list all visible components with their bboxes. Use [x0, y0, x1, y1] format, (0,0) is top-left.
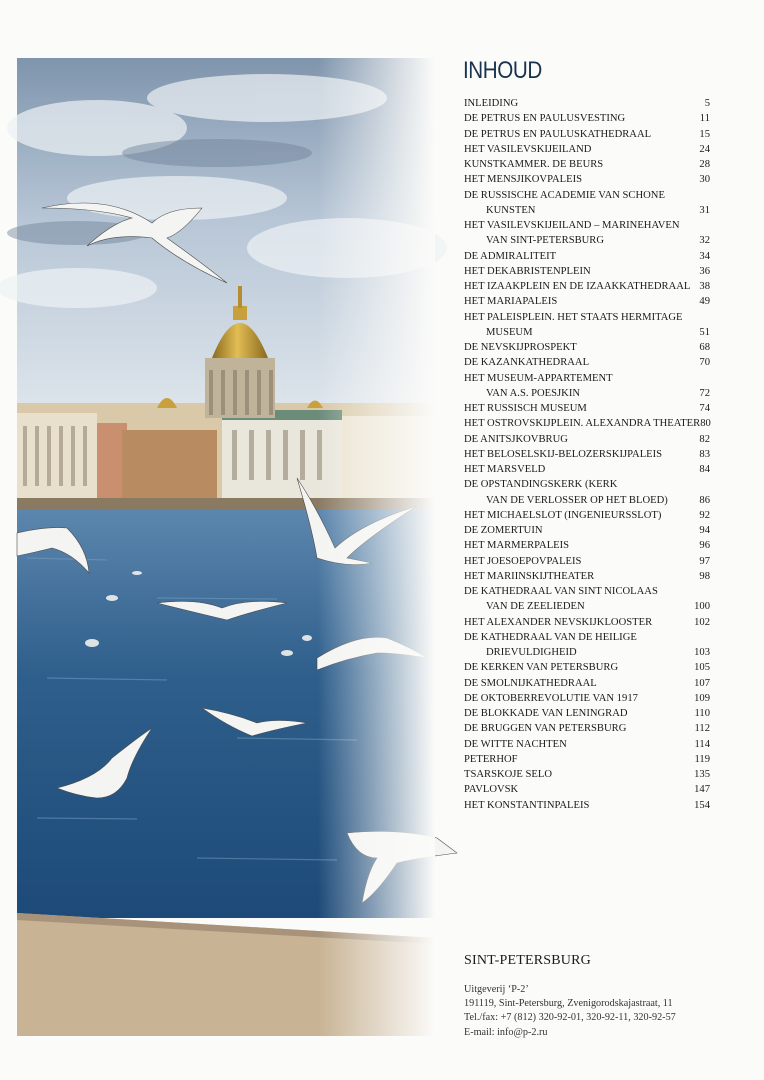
- toc-entry: [464, 584, 710, 615]
- toc-entry-line: DE ZOMERTUIN: [464, 525, 543, 536]
- toc-entry-line: DE KERKEN VAN PETERSBURG: [464, 662, 619, 674]
- publisher-phone: Tel./fax: +7 (812) 320-92-01, 320-92-11, 320-92-57: [464, 1012, 676, 1024]
- toc-page-number: 49: [699, 296, 710, 308]
- toc-page-number: 36: [699, 265, 710, 277]
- toc-entry-title: [464, 462, 676, 477]
- toc-entry-line: DE ANITSJKOVBRUG: [464, 433, 568, 445]
- toc-entry-line: DE PETRUS EN PAULUSKATHEDRAAL: [464, 128, 652, 140]
- toc-entry-title: [464, 432, 676, 447]
- toc-page-number: 80: [700, 418, 711, 430]
- toc-entry-line: HET RUSSISCH MUSEUM: [464, 403, 587, 414]
- toc-entry: [464, 721, 710, 736]
- toc-page-number: 84: [699, 464, 710, 475]
- toc-page-number: 105: [694, 662, 710, 674]
- toc-entry: [464, 294, 710, 309]
- toc-entry-line: HET OSTROVSKIJPLEIN. ALEXANDRA THEATER: [464, 418, 701, 430]
- toc-entry-line: HET PALEISPLEIN. HET STAATS HERMITAGE: [464, 311, 683, 323]
- toc-entry: [464, 676, 710, 691]
- toc-entry-line: HET ALEXANDER NEVSKIJKLOOSTER: [464, 616, 653, 628]
- toc-entry: [464, 96, 710, 111]
- toc-entry-line: DE KAZANKATHEDRAAL: [464, 357, 590, 369]
- toc-entry-line: DE RUSSISCHE ACADEMIE VAN SCHONE: [464, 189, 665, 201]
- toc-entry-title: [464, 660, 676, 675]
- toc-page-number: 114: [694, 738, 710, 750]
- toc-entry-title: [464, 767, 676, 782]
- publisher-city-title: SINT-PETERSBURG: [464, 953, 591, 968]
- toc-entry: [464, 554, 710, 569]
- toc-entry-line: DE KATHEDRAAL VAN DE HEILIGE: [464, 631, 637, 643]
- toc-entry: [464, 172, 710, 187]
- toc-entry: [464, 432, 710, 447]
- toc-entry-title: [464, 218, 680, 249]
- toc-entry-line: DE OPSTANDINGSKERK (KERK: [464, 479, 618, 491]
- toc-entry-title: [464, 340, 676, 355]
- toc-entry: [464, 538, 710, 553]
- toc-entry-line: DE KATHEDRAAL VAN SINT NICOLAAS: [464, 586, 658, 597]
- toc-entry-line: HET MARIAPALEIS: [464, 296, 558, 308]
- toc-page-number: 109: [694, 692, 710, 704]
- toc-entry-title: [464, 279, 690, 294]
- publisher-info: [464, 983, 754, 1040]
- toc-entry-title: [464, 96, 676, 111]
- toc-entry-title: [464, 127, 676, 142]
- toc-page-number: 102: [694, 616, 710, 628]
- toc-entry-title: [464, 401, 676, 416]
- toc-entry: [464, 462, 710, 477]
- toc-page-number: 110: [694, 708, 710, 719]
- toc-entry-title: [464, 416, 700, 431]
- toc-entry: [464, 142, 710, 157]
- toc-entry: [464, 371, 710, 402]
- toc-entry-line: VAN DE ZEELIEDEN: [486, 601, 585, 613]
- toc-entry-line: DE ADMIRALITEIT: [464, 250, 557, 262]
- toc-entry: [464, 355, 710, 370]
- toc-entry: [464, 630, 710, 661]
- toc-entry-title: [464, 676, 676, 691]
- toc-entry-line: HET KONSTANTINPALEIS: [464, 799, 590, 811]
- toc-entry: [464, 340, 710, 355]
- toc-entry-line: KUNSTEN: [486, 204, 536, 216]
- cover-photo: [17, 58, 435, 1036]
- toc-page-number: 83: [699, 448, 710, 460]
- toc-entry-line: HET VASILEVSKIJEILAND – MARINEHAVEN: [464, 220, 680, 231]
- toc-entry-line: HET VASILEVSKIJEILAND: [464, 143, 592, 155]
- toc-entry-line: VAN DE VERLOSSER OP HET BLOED): [486, 494, 668, 506]
- toc-page-number: 28: [699, 159, 710, 170]
- toc-page-number: 51: [699, 326, 710, 338]
- toc-entry-title: [464, 310, 683, 341]
- toc-entry-title: [464, 584, 676, 615]
- toc-entry-title: [464, 188, 676, 219]
- toc-page-number: 82: [699, 433, 710, 445]
- toc-entry-title: [464, 798, 676, 813]
- toc-entry: [464, 706, 710, 721]
- toc-page-number: 103: [694, 647, 710, 658]
- toc-entry-line: DE WITTE NACHTEN: [464, 738, 567, 750]
- toc-entry-line: DE PETRUS EN PAULUSVESTING: [464, 113, 626, 125]
- toc-entry-line: DE OKTOBERREVOLUTIE VAN 1917: [464, 692, 638, 704]
- toc-entry-title: [464, 249, 676, 264]
- toc-page-number: 15: [699, 128, 710, 140]
- toc-entry-title: [464, 508, 676, 523]
- toc-entry-title: [464, 371, 676, 402]
- toc-entry-title: [464, 523, 676, 538]
- toc-entry-title: [464, 172, 676, 187]
- toc-entry: [464, 569, 710, 584]
- toc-entry-title: [464, 294, 676, 309]
- toc-page-number: 112: [694, 723, 710, 735]
- toc-entry-line: INLEIDING: [464, 98, 519, 109]
- toc-entry: [464, 737, 710, 752]
- toc-page-number: 119: [694, 753, 710, 765]
- toc-page-number: 100: [694, 601, 710, 613]
- toc-page-number: 30: [699, 174, 710, 186]
- toc-entry-line: KUNSTKAMMER. DE BEURS: [464, 159, 604, 170]
- toc-entry: [464, 660, 710, 675]
- toc-entry-title: [464, 737, 676, 752]
- toc-entry: [464, 111, 710, 126]
- toc-entry-title: [464, 721, 676, 736]
- toc-entry-line: DE BRUGGEN VAN PETERSBURG: [464, 723, 627, 735]
- toc-page-number: 98: [699, 570, 710, 582]
- toc-page-number: 92: [699, 509, 710, 521]
- toc-entry: [464, 615, 710, 630]
- toc-entry-line: TSARSKOJE SELO: [464, 769, 552, 780]
- toc-page-number: 24: [699, 143, 710, 155]
- toc-page-number: 97: [699, 555, 710, 567]
- toc-entry-line: HET MUSEUM-APPARTEMENT: [464, 372, 613, 384]
- toc-entry: [464, 767, 710, 782]
- toc-entry: [464, 477, 710, 508]
- toc-title: INHOUD: [463, 57, 542, 84]
- toc-page-number: 135: [694, 769, 710, 780]
- toc-entry: [464, 218, 710, 249]
- publisher-name: Uitgeverij ‘P-2’: [464, 984, 529, 995]
- toc-entry: [464, 523, 710, 538]
- toc-entry-line: PAVLOVSK: [464, 784, 519, 796]
- toc-page-number: 74: [699, 403, 710, 414]
- table-of-contents: [464, 96, 710, 813]
- toc-page-number: 94: [699, 525, 710, 536]
- toc-entry-line: DE SMOLNIJKATHEDRAAL: [464, 677, 597, 689]
- toc-page-number: 68: [699, 342, 710, 353]
- toc-page-number: 107: [694, 677, 710, 689]
- toc-entry-title: [464, 355, 676, 370]
- toc-entry: [464, 416, 710, 431]
- toc-entry-title: [464, 569, 676, 584]
- toc-entry-title: [464, 447, 676, 462]
- toc-entry-title: [464, 782, 676, 797]
- toc-entry-line: VAN A.S. POESJKIN: [486, 387, 580, 399]
- toc-entry-line: HET MARMERPALEIS: [464, 540, 570, 552]
- toc-entry-title: [464, 538, 676, 553]
- toc-entry: [464, 752, 710, 767]
- toc-entry-line: HET MARIINSKIJTHEATER: [464, 570, 595, 582]
- toc-page-number: 147: [694, 784, 710, 796]
- toc-page-number: 96: [699, 540, 710, 552]
- toc-entry-title: [464, 630, 676, 661]
- toc-page-number: 86: [699, 494, 710, 506]
- toc-entry-line: MUSEUM: [486, 326, 533, 338]
- toc-entry-title: [464, 477, 676, 508]
- publisher-email: E-mail: info@p-2.ru: [464, 1026, 548, 1038]
- toc-entry-line: HET JOESOEPOVPALEIS: [464, 555, 582, 567]
- toc-entry: [464, 798, 710, 813]
- toc-page-number: 32: [699, 235, 710, 247]
- toc-entry: [464, 401, 710, 416]
- toc-page-number: 38: [699, 281, 710, 292]
- toc-entry: [464, 508, 710, 523]
- toc-entry-title: [464, 752, 676, 767]
- toc-entry-line: HET MICHAELSLOT (INGENIEURSSLOT): [464, 509, 662, 521]
- toc-entry-line: HET MENSJIKOVPALEIS: [464, 174, 583, 186]
- toc-entry: [464, 447, 710, 462]
- toc-page-number: 72: [699, 387, 710, 399]
- toc-entry-title: [464, 691, 676, 706]
- toc-entry-title: [464, 142, 676, 157]
- toc-page-number: 5: [704, 98, 710, 109]
- toc-entry-title: [464, 706, 676, 721]
- toc-entry-line: HET IZAAKPLEIN EN DE IZAAKKATHEDRAAL: [464, 281, 691, 292]
- toc-entry: [464, 279, 710, 294]
- toc-entry-title: [464, 157, 676, 172]
- toc-entry-line: DE NEVSKIJPROSPEKT: [464, 342, 577, 353]
- toc-entry: [464, 310, 710, 341]
- publisher-address: 191119, Sint-Petersburg, Zvenigorodskajastraat, 11: [464, 998, 673, 1010]
- toc-entry-line: HET DEKABRISTENPLEIN: [464, 265, 591, 277]
- toc-entry-title: [464, 615, 676, 630]
- toc-entry-line: HET BELOSELSKIJ-BELOZERSKIJPALEIS: [464, 448, 663, 460]
- toc-entry-line: VAN SINT-PETERSBURG: [486, 235, 605, 247]
- toc-entry: [464, 249, 710, 264]
- toc-entry-line: DRIEVULDIGHEID: [486, 647, 577, 658]
- toc-page-number: 11: [699, 113, 710, 125]
- toc-entry: [464, 157, 710, 172]
- toc-entry: [464, 127, 710, 142]
- toc-entry-title: [464, 111, 676, 126]
- toc-page-number: 34: [699, 250, 710, 262]
- toc-entry: [464, 264, 710, 279]
- toc-page-number: 70: [699, 357, 710, 369]
- toc-page-number: 31: [699, 204, 710, 216]
- toc-entry-line: DE BLOKKADE VAN LENINGRAD: [464, 708, 628, 719]
- toc-page-number: 154: [694, 799, 710, 811]
- toc-entry: [464, 691, 710, 706]
- toc-entry-title: [464, 264, 676, 279]
- toc-entry: [464, 782, 710, 797]
- toc-entry-title: [464, 554, 676, 569]
- toc-entry-line: HET MARSVELD: [464, 464, 546, 475]
- toc-entry-line: PETERHOF: [464, 753, 518, 765]
- toc-entry: [464, 188, 710, 219]
